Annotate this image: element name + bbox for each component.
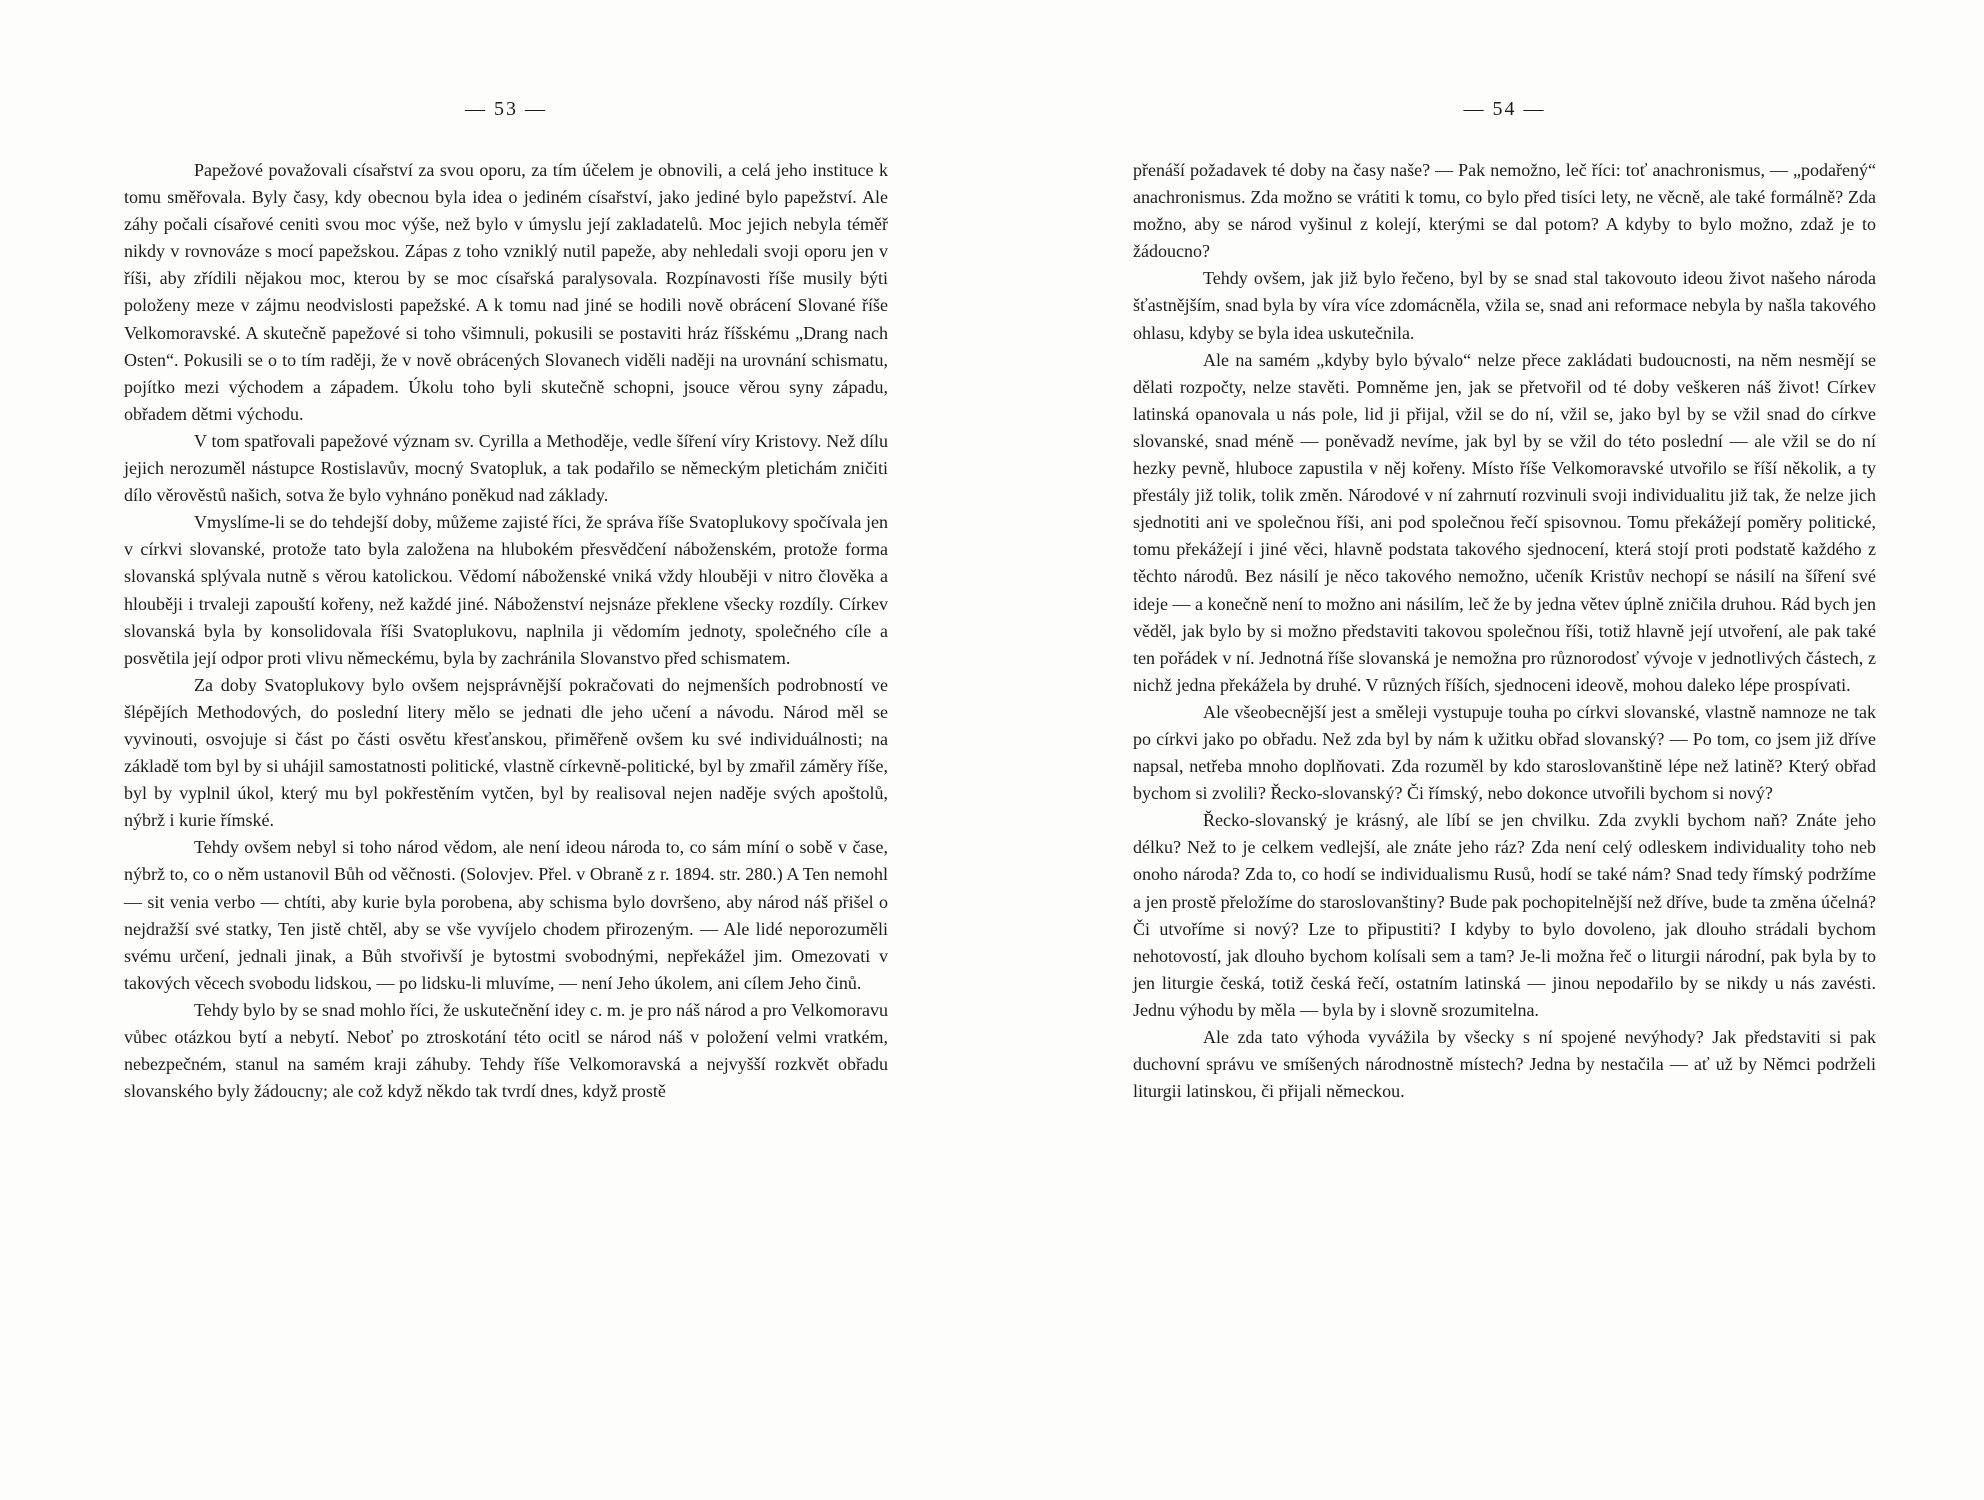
page-number: — 53 — [465,98,547,120]
paragraph: Tehdy bylo by se snad mohlo říci, že uskutečnění idey c. m. je pro náš národ a pro Velkomoravu vůbec otázkou bytí a nebytí. Neboť po ztroskotání této ocitl se národ náš v položení velmi vratkém, nebezpečném, stanul na samém kraji záhuby. Tehdy říše Velkomoravská a nejvyšší rozkvět obřadu slovanského byly žádoucny; ale což když někdo tak tvrdí dnes, když prostě [124,999,888,1102]
paragraph: Papežové považovali císařství za svou oporu, za tím účelem je obnovili, a celá jeho instituce k tomu směřovala. Byly časy, kdy obecnou byla idea o jediném císařství, jako jediné bylo papežství. Ale záhy počali císařové ceniti svou moc výše, než bylo v úmyslu její zakladatelů. Moc jejich nebyla téměř nikdy v rovnováze s mocí papežskou. Zápas z toho vzniklý nutil papeže, aby nehledali svoji oporu jen v říši, aby zřídili nějakou moc, kterou by se moc císařská paralysovala. Rozpínavosti říše musily býti položeny meze v zájmu neodvislosti papežské. A k tomu nad jiné se hodili nově obrácení Slované říše Velkomoravské. A skutečně papežové si toho všimnuli, pokusili se postaviti hráz říšskému „Drang nach Osten“. Pokusili se o to tím raději, že v nově obrácených Slovanech viděli naději na urovnání schismatu, pojítko mezi východem a západem. Úkolu toho byli skutečně schopni, jsouce věrou syny západu, obřadem dětmi východu. [124,160,888,424]
paragraph: Za doby Svatoplukovy bylo ovšem nejsprávnější pokračovati do nejmenších podrobností ve šlépějích Methodových, do poslední litery mělo se jednati dle jeho učení a návodu. Národ měl se vyvinouti, osvojuje si část po části osvětu křesťanskou, přiměřeně ovšem ku své individuálnosti; na základě tom byl by si uhájil samostatnosti politické, vlastně církevně-politické, byl by zmařil záměry říše, byl by vyplnil úkol, který mu byl pokřestěním vytčen, byl by realisoval nejen naděje svých apoštolů, nýbrž i kurie římské. [124,674,888,831]
paragraph: Vmyslíme-li se do tehdejší doby, můžeme zajisté říci, že správa říše Svatoplukovy spočívala jen v církvi slovanské, protože tato byla založena na hlubokém přesvědčení náboženském, protože forma slovanská splývala nutně s věrou katolickou. Vědomí náboženské vniká vždy hlouběji v nitro člověka a hlouběji i trvaleji zapouští kořeny, než každé jiné. Náboženství nejsnáze překlene všecky rozdíly. Církev slovanská byla by konsolidovala říši Svatoplukovu, naplnila ji vědomím jednoty, společného cíle a posvětila její odpor proti vlivu německému, byla by zachránila Slovanstvo před schismatem. [124,512,888,668]
left-page-text [124,157,888,1105]
right-page [1133,0,1876,1105]
right-page-text [1133,157,1876,1105]
paragraph: Ale zda tato výhoda vyvážila by všecky s ní spojené nevýhody? Jak představiti si pak duchovní správu ve smíšených národnostně místech? Jedna by nestačila — ať už by Němci podrželi liturgii latinskou, či přijali německou. [1133,1027,1876,1102]
paragraph: Tehdy ovšem nebyl si toho národ vědom, ale není ideou národa to, co sám míní o sobě v čase, nýbrž to, co o něm ustanovil Bůh od věčnosti. (Solovjev. Přel. v Obraně z r. 1894. str. 280.) A Ten nemohl — sit venia verbo — chtíti, aby kurie byla porobena, aby schisma bylo dovršeno, aby národ náš přišel o nejdražší své statky, Ten jistě chtěl, aby se vše vyvíjelo chodem přirozeným. — Ale lidé neporozuměli svému určení, jednali jinak, a Bůh stvořivší je bytostmi svobodnými, nepřekážel jim. Omezovati v takových věcech svobodu lidskou, — po lidsku-li mluvíme, — není Jeho úkolem, ani cílem Jeho činů. [124,837,888,993]
page-number: — 54 — [1463,98,1546,120]
paragraph: Ale všeobecnější jest a směleji vystupuje touha po církvi slovanské, vlastně namnoze ne tak po církvi jako po obřadu. Než zda byl by nám k užitku obřad slovanský? — Po tom, co jsem již dříve napsal, netřeba mnoho doplňovati. Zda rozuměl by kdo staroslovanštině lépe než latině? Který obřad bychom si zvolili? Řecko-slovanský? Či římský, nebo dokonce utvořili bychom si nový? [1133,701,1876,804]
left-page [124,0,888,1105]
paragraph: Tehdy ovšem, jak již bylo řečeno, byl by se snad stal takovouto ideou život našeho národa šťastnějším, snad byla by víra více zdomácněla, vžila se, snad ani reformace nebyla by našla takového ohlasu, kdyby se byla idea uskutečnila. [1133,268,1876,343]
paragraph: V tom spatřovali papežové význam sv. Cyrilla a Methoděje, vedle šíření víry Kristovy. Než dílu jejich nerozuměl nástupce Rostislavův, mocný Svatopluk, a tak podařilo se německým pletichám zničiti dílo věrověstů našich, sotva že bylo vyhnáno poněkud nad základy. [124,430,888,506]
paragraph: přenáší požadavek té doby na časy naše? — Pak nemožno, leč říci: toť anachronismus, — „podařený“ anachronismus. Zda možno se vrátiti k tomu, co bylo před tisíci lety, ne věcně, ale také formálně? Zda možno, aby se národ vyšinul z kolejí, kterými se dal potom? A kdyby to bylo možno, zdaž je to žádoucno? [1133,160,1876,262]
paragraph: Řecko-slovanský je krásný, ale líbí se jen chvilku. Zda zvykli bychom naň? Znáte jeho délku? Než to je celkem vedlejší, ale znáte jeho ráz? Zda není celý odleskem individuality toho neb onoho národa? Zda to, co hodí se individualismu Rusů, hodí se také nám? Snad tedy římský podržíme a jen prostě přeložíme do staroslovanštiny? Bude pak pochopitelnější než dříve, bude ta změna účelná? Či utvoříme si nový? Lze to připustiti? I kdyby to bylo dovoleno, jak dlouho strádali bychom nehotovostí, jak dlouho bychom kolísali sem a tam? Je-li možna řeč o liturgii národní, pak byla by to jen liturgie česká, totiž česká řečí, ostatním latinská — jinou nepodařilo by se nikdy u nás zavésti. Jednu výhodu by měla — byla by i slovně srozumitelna. [1133,810,1876,1020]
paragraph: Ale na samém „kdyby bylo bývalo“ nelze přece zakládati budoucnosti, na něm nesmějí se dělati rozpočty, nelze stavěti. Pomněme jen, jak se přetvořil od té doby veškeren náš život! Církev latinská opanovala u nás pole, lid ji přijal, vžil se do ní, vžil se, jako byl by se vžil snad do církve slovanské, snad méně — poněvadž nevíme, jak byl by se vžil do této poslední — ale vžil se do ní hezky pevně, hluboce zapustila v něj kořeny. Místo říše Velkomoravské utvořilo se říší několik, a ty přestály již tolik, tolik změn. Národové v ní zahrnutí rozvinuli svoji individualitu již tak, že nelze jich sjednotiti ani ve společnou říši, ani pod společnou řečí spisovnou. Tomu překážejí poměry politické, tomu překážejí i jiné věci, hlavně podstata takového sjednocení, která stojí proti podstatě každého z těchto národů. Bez násilí je něco takového nemožno, učeník Kristův nechopí se násilí na šíření své ideje — a konečně není to možno ani násilím, leč že by jedna větev úplně zničila druhou. Rád bych jen věděl, jak bylo by si možno představiti takovou společnou říši, totiž hlavně její utvoření, ale pak také ten pořádek v ní. Jednotná říše slovanská je nemožna pro různorodosť vývoje v jednotlivých částech, z nichž jedna překážela by druhé. V různých říších, sjednoceni ideově, mohou daleko lépe prospívati. [1133,349,1876,695]
